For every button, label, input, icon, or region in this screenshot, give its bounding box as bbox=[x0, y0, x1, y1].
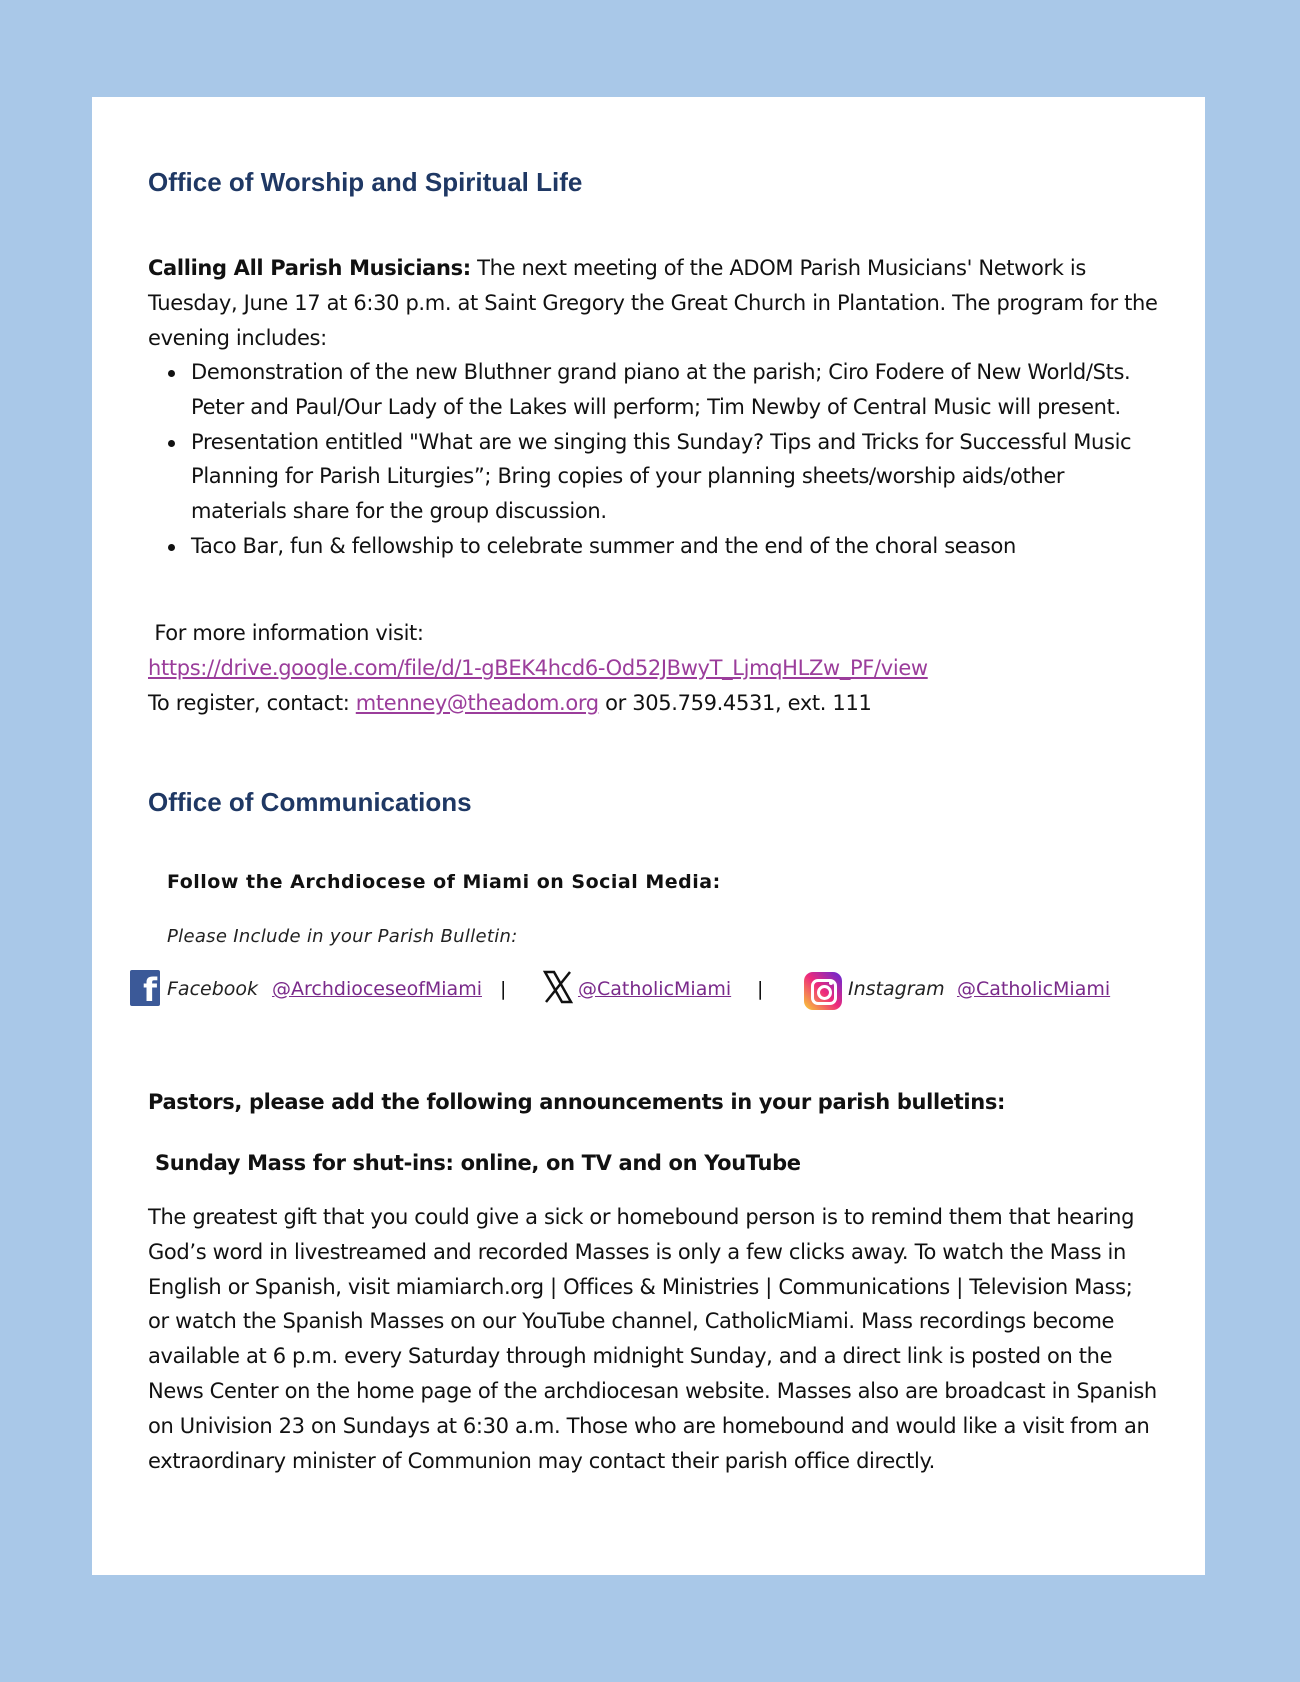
facebook-icon[interactable]: f bbox=[130, 970, 160, 1006]
communications-heading: Office of Communications bbox=[148, 787, 472, 817]
social-media-subtitle: Please Include in your Parish Bulletin: bbox=[167, 926, 518, 947]
instagram-icon[interactable] bbox=[804, 972, 842, 1010]
mass-body: The greatest gift that you could give a sick or homebound person is to remind them that hearing God’s word in livestreamed and recorded Masses is only a few clicks away. To watch the Mass in English or Spanish, visit miamiarch.org | Offices & Ministries | Communications | Television Mass; or watch the Spanish Masses on our YouTube channel, CatholicMiami. Mass recordings become available at 6 p.m. every Saturday through midnight Sunday, and a direct link is posted on the News Center on the home page of the archdiocesan website. Masses also are broadcast in Spanish on Univision 23 on Sundays at 6:30 a.m. Those who are homebound and would like a visit from an extraordinary minister of Communion may contact their parish office directly. bbox=[148, 1205, 1157, 1473]
list-item-text: Presentation entitled "What are we singing this Sunday? Tips and Tricks for Successful Music Planning for Parish Liturgies”; Bring copies of your planning sheets/worship aids/other materials share for the group discussion. bbox=[191, 429, 1132, 524]
more-info-link[interactable]: https://drive.google.com/file/d/1-gBEK4hcd6-Od52JBwyT_LjmqHLZw_PF/view bbox=[148, 655, 928, 680]
register-line bbox=[148, 686, 1158, 721]
list-item bbox=[148, 425, 1158, 529]
facebook-label: Facebook bbox=[167, 978, 259, 1000]
x-icon[interactable] bbox=[543, 970, 573, 1004]
more-info-block bbox=[148, 616, 1158, 720]
musicians-intro bbox=[148, 251, 1158, 355]
social-media-title: Follow the Archdiocese of Miami on Social Media: bbox=[167, 871, 721, 893]
list-item bbox=[148, 355, 1158, 425]
worship-heading: Office of Worship and Spiritual Life bbox=[148, 167, 583, 197]
facebook-handle-link[interactable]: @ArchdioceseofMiami bbox=[272, 978, 482, 1000]
bulletin-page bbox=[92, 97, 1205, 1575]
bullet-icon bbox=[168, 440, 175, 447]
more-info-label: For more information visit: bbox=[148, 621, 424, 645]
list-item-text: Demonstration of the new Bluthner grand piano at the parish; Ciro Fodere of New World/Sts. Peter and Paul/Our Lady of the Lakes will perform; Tim Newby of Central Music will present. bbox=[191, 360, 1131, 419]
mass-heading: Sunday Mass for shut-ins: online, on TV and on YouTube bbox=[148, 1151, 801, 1175]
separator: | bbox=[757, 978, 764, 1000]
bullet-icon bbox=[168, 370, 175, 377]
bullet-icon bbox=[168, 544, 175, 551]
list-item-text: Taco Bar, fun & fellowship to celebrate summer and the end of the choral season bbox=[191, 533, 1016, 558]
x-handle-link[interactable]: @CatholicMiami bbox=[578, 978, 732, 1000]
list-item bbox=[148, 529, 1158, 564]
pastors-notice: Pastors, please add the following announcements in your parish bulletins: bbox=[148, 1090, 1006, 1114]
program-list bbox=[148, 355, 1158, 564]
register-suffix: or 305.759.4531, ext. 111 bbox=[598, 690, 872, 715]
intro-text: The next meeting of the ADOM Parish Musicians' Network is Tuesday, June 17 at 6:30 p.m. at Saint Gregory the Great Church in Plantation. The program for the evening includes: bbox=[148, 256, 1158, 350]
register-email-link[interactable]: mtenney@theadom.org bbox=[355, 690, 599, 715]
separator: | bbox=[500, 978, 507, 1000]
social-media-row bbox=[130, 970, 1190, 1012]
instagram-handle-link[interactable]: @CatholicMiami bbox=[957, 978, 1111, 1000]
instagram-label: Instagram bbox=[848, 978, 945, 1000]
intro-bold-label: Calling All Parish Musicians: bbox=[148, 256, 471, 280]
register-prefix: To register, contact: bbox=[148, 690, 356, 715]
